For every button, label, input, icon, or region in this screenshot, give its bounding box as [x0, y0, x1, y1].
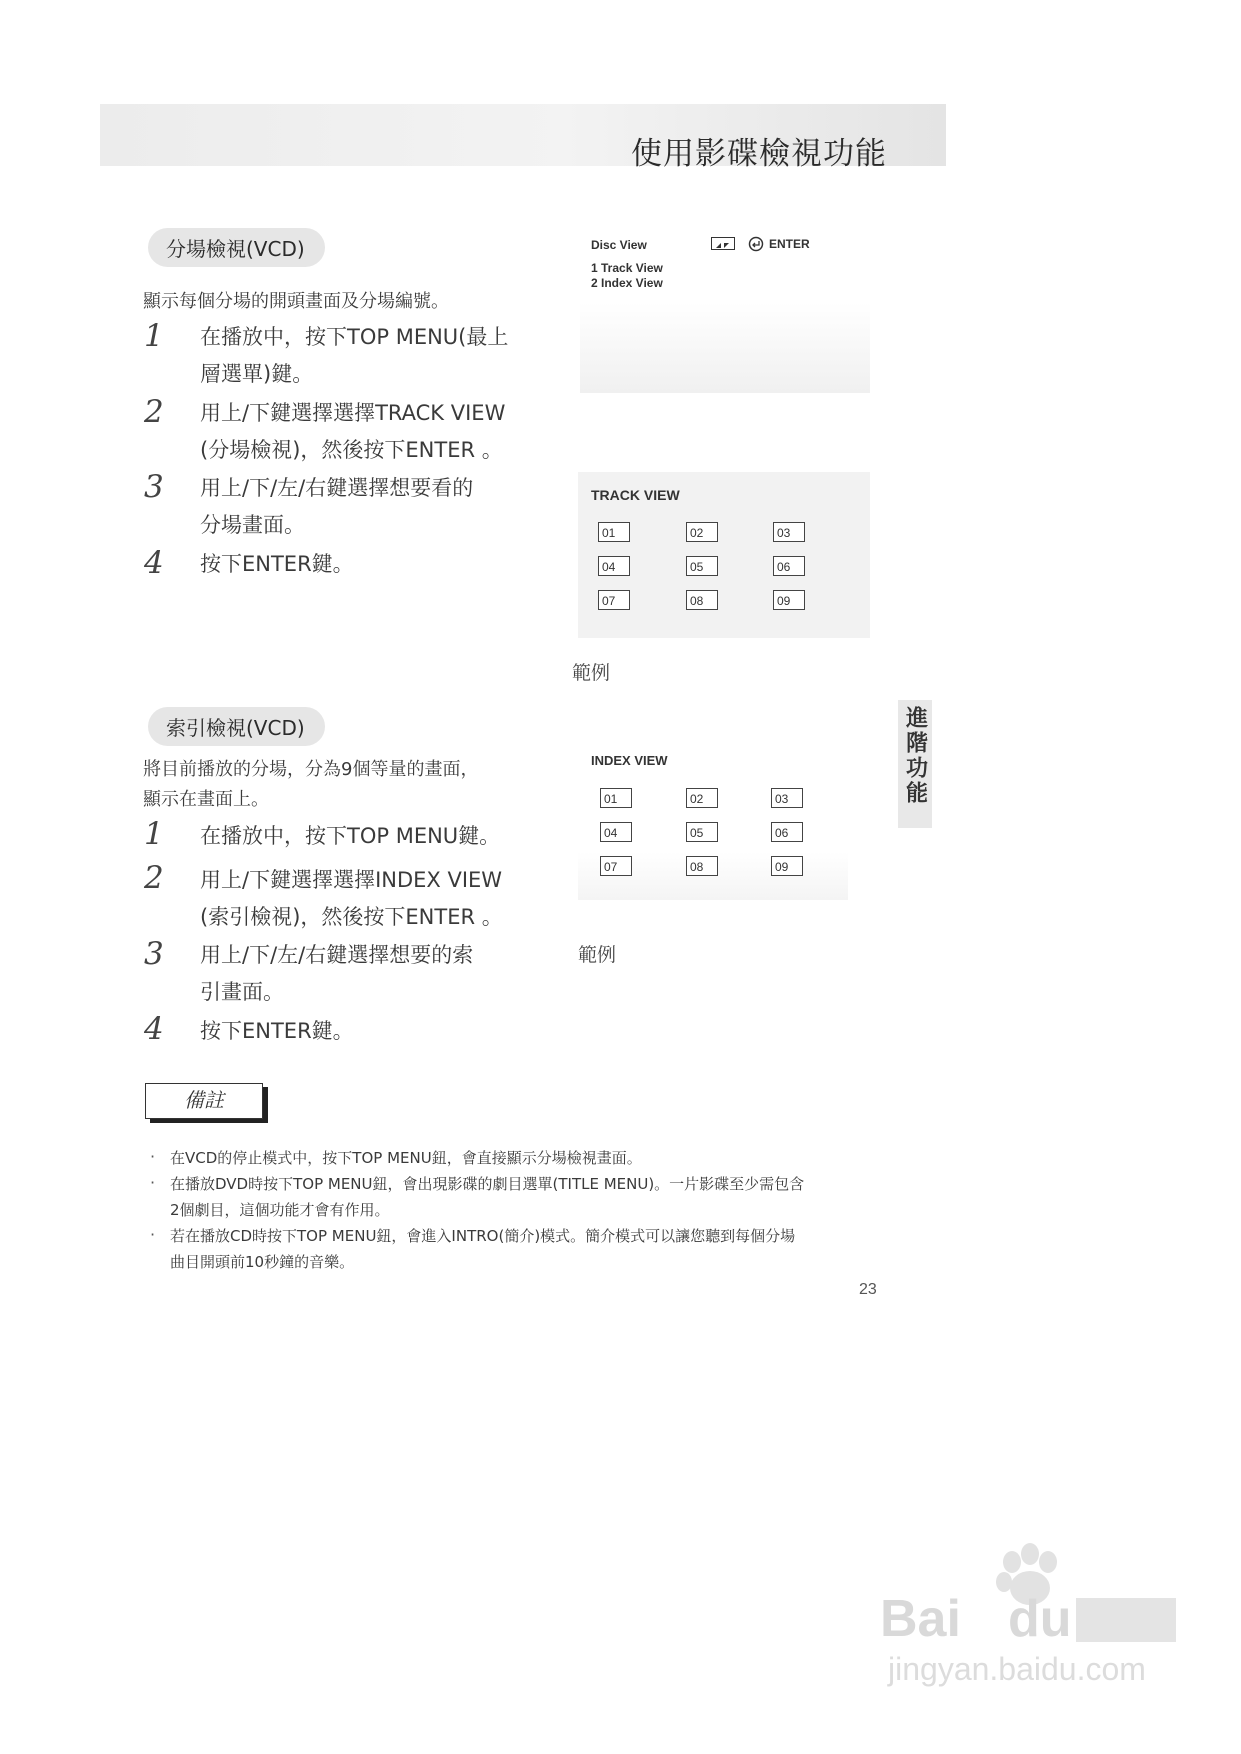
note-line: 在VCD的停止模式中，按下TOP MENU鈕，會直接顯示分場檢視畫面。 — [170, 1149, 642, 1167]
enter-icon — [748, 236, 764, 257]
disc-view-title: Disc View — [591, 238, 647, 252]
step-text: (分場檢視)，然後按下ENTER 。 — [200, 438, 503, 462]
thumbnail-cell: 05 — [686, 556, 718, 576]
index-view-caption: 範例 — [578, 944, 617, 966]
step-number: 1 — [144, 318, 164, 354]
baidu-watermark — [880, 1532, 1200, 1692]
menu-item-track-view: 1 Track View — [591, 261, 663, 275]
thumbnail-cell: 05 — [686, 822, 718, 842]
step-text: 用上/下/左/右鍵選擇想要的索 — [200, 943, 474, 967]
step-text: 按下ENTER鍵。 — [200, 552, 354, 576]
step-number: 4 — [144, 545, 164, 581]
step-number: 3 — [144, 936, 164, 972]
step-number: 4 — [144, 1011, 164, 1047]
step-number: 2 — [144, 394, 164, 430]
thumbnail-cell: 06 — [771, 822, 803, 842]
thumbnail-cell: 02 — [686, 788, 718, 808]
step-text: 引畫面。 — [200, 980, 284, 1004]
step-text: 用上/下鍵選擇選擇TRACK VIEW — [200, 401, 506, 425]
thumbnail-cell: 01 — [600, 788, 632, 808]
thumbnail-cell: 04 — [598, 556, 630, 576]
step-text: 用上/下/左/右鍵選擇想要看的 — [200, 476, 474, 500]
track-view-title: TRACK VIEW — [591, 487, 680, 503]
thumbnail-cell: 03 — [773, 522, 805, 542]
thumbnail-cell: 08 — [686, 590, 718, 610]
step-text: 在播放中，按下TOP MENU(最上 — [200, 325, 509, 349]
side-tab-label: 進階功能 — [902, 706, 928, 806]
thumbnail-cell: 01 — [598, 522, 630, 542]
thumbnail-cell: 07 — [598, 590, 630, 610]
up-down-icon — [711, 237, 735, 250]
baidu-paw-icon — [880, 1532, 1200, 1692]
step-text: 分場畫面。 — [200, 513, 305, 537]
thumbnail-cell: 04 — [600, 822, 632, 842]
notes-title: 備註 — [145, 1083, 263, 1119]
note-line: 曲目開頭前10秒鐘的音樂。 — [170, 1253, 355, 1271]
note-line: 若在播放CD時按下TOP MENU鈕，會進入INTRO(簡介)模式。簡介模式可以讓您聽到每個分場 — [170, 1227, 796, 1245]
index-view-heading: 索引檢視(VCD) — [148, 707, 325, 746]
disc-view-osd — [580, 228, 870, 393]
svg-text:Bai: Bai — [880, 1590, 961, 1648]
thumbnail-cell: 07 — [600, 856, 632, 876]
thumbnail-cell: 02 — [686, 522, 718, 542]
enter-label: ENTER — [769, 237, 810, 251]
page-title: 使用影碟檢視功能 — [631, 136, 887, 172]
svg-text:du: du — [1008, 1590, 1072, 1648]
step-text: 層選單)鍵。 — [200, 362, 314, 386]
step-number: 2 — [144, 860, 164, 896]
thumbnail-cell: 08 — [686, 856, 718, 876]
step-number: 1 — [144, 816, 164, 852]
step-text: 用上/下鍵選擇選擇INDEX VIEW — [200, 868, 503, 892]
note-line: 在播放DVD時按下TOP MENU鈕，會出現影碟的劇目選單(TITLE MENU)。一片影碟至少需包含 — [170, 1175, 805, 1193]
index-view-intro: 將目前播放的分場，分為9個等量的畫面， — [143, 759, 479, 780]
thumbnail-cell: 09 — [771, 856, 803, 876]
page-number: 23 — [859, 1281, 877, 1298]
index-view-title: INDEX VIEW — [591, 753, 668, 768]
note-line: 2個劇目，這個功能才會有作用。 — [170, 1201, 390, 1219]
track-view-caption: 範例 — [572, 662, 611, 684]
thumbnail-cell: 06 — [773, 556, 805, 576]
index-view-intro: 顯示在畫面上。 — [143, 789, 269, 810]
bullet-icon: · — [150, 1173, 156, 1192]
index-view-osd — [578, 740, 848, 900]
step-number: 3 — [144, 469, 164, 505]
menu-item-index-view: 2 Index View — [591, 276, 663, 290]
bullet-icon: · — [150, 1147, 156, 1166]
bullet-icon: · — [150, 1225, 156, 1244]
thumbnail-cell: 09 — [773, 590, 805, 610]
track-view-heading: 分場檢視(VCD) — [148, 228, 325, 267]
track-view-intro: 顯示每個分場的開頭畫面及分場編號。 — [143, 291, 449, 312]
side-tab — [898, 700, 932, 828]
step-text: 在播放中，按下TOP MENU鍵。 — [200, 824, 501, 848]
thumbnail-cell: 03 — [771, 788, 803, 808]
step-text: (索引檢視)，然後按下ENTER 。 — [200, 905, 503, 929]
step-text: 按下ENTER鍵。 — [200, 1019, 354, 1043]
svg-text:jingyan.baidu.com: jingyan.baidu.com — [888, 1651, 1146, 1687]
track-view-osd — [578, 472, 870, 638]
